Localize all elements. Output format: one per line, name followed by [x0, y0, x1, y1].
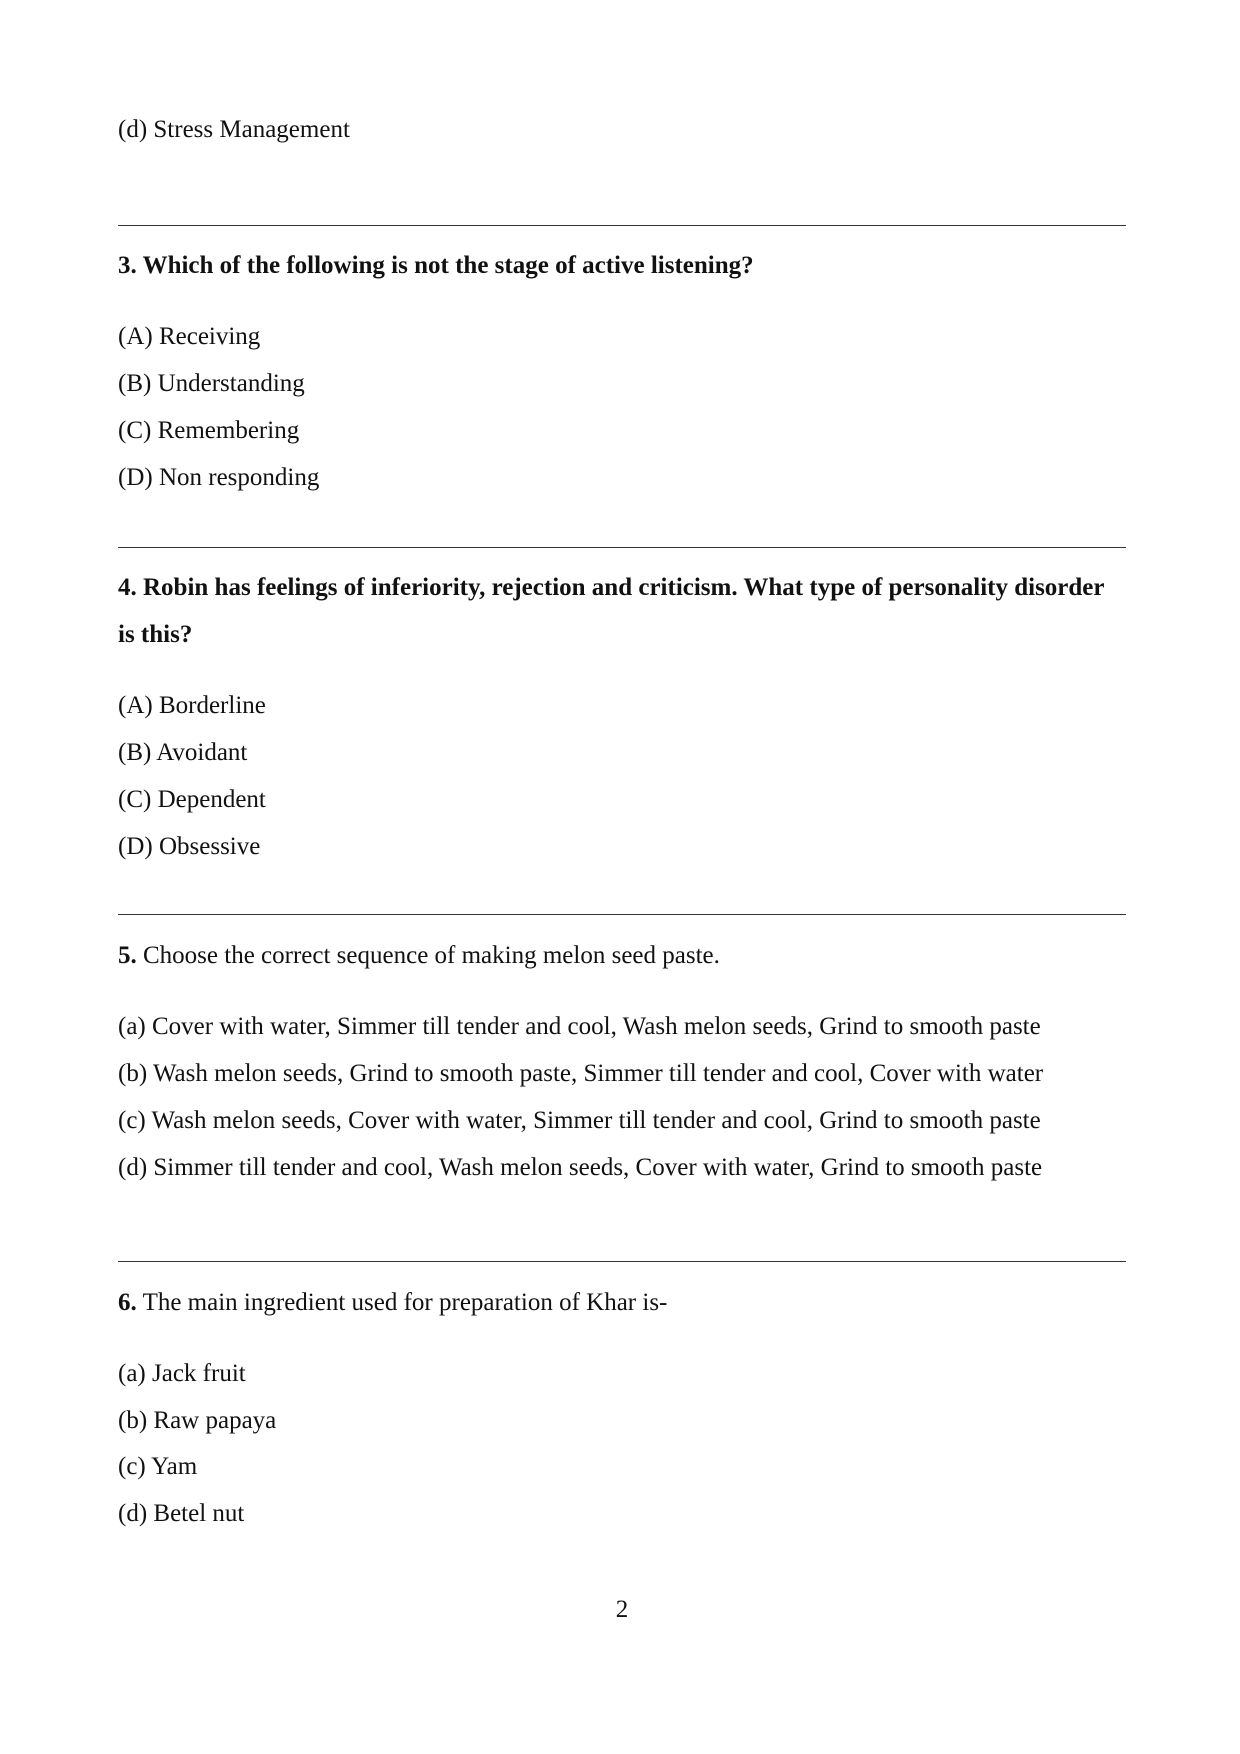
question-6-text: The main ingredient used for preparation of Khar is- — [142, 1289, 668, 1316]
question-3-option-b: (B) Understanding — [118, 370, 305, 397]
question-3 — [118, 250, 754, 282]
question-5-option-a: (a) Cover with water, Simmer till tender and cool, Wash melon seeds, Grind to smooth paste — [118, 1013, 1041, 1040]
prev-question-option-d: (d) Stress Management — [118, 116, 350, 143]
question-6-option-a: (a) Jack fruit — [118, 1360, 246, 1387]
question-5-text: Choose the correct sequence of making melon seed paste. — [143, 942, 720, 969]
separator-rule — [118, 914, 1126, 915]
question-6-option-c: (c) Yam — [118, 1453, 198, 1480]
question-4-option-b: (B) Avoidant — [118, 739, 248, 766]
question-4-option-d: (D) Obsessive — [118, 833, 261, 860]
question-4-option-a: (A) Borderline — [118, 692, 266, 719]
document-page — [118, 0, 1126, 1754]
question-3-option-c: (C) Remembering — [118, 417, 300, 444]
question-6-option-d: (d) Betel nut — [118, 1500, 245, 1527]
question-6 — [118, 1287, 667, 1319]
question-3-number: 3. — [118, 252, 137, 279]
separator-rule — [118, 1261, 1126, 1262]
separator-rule — [118, 225, 1126, 226]
separator-rule — [118, 547, 1126, 548]
question-5-option-d: (d) Simmer till tender and cool, Wash melon seeds, Cover with water, Grind to smooth paste — [118, 1154, 1043, 1181]
question-4-number: 4. — [118, 574, 137, 601]
question-5-number: 5. — [118, 942, 137, 969]
page-number: 2 — [615, 1596, 629, 1623]
question-6-option-b: (b) Raw papaya — [118, 1407, 277, 1434]
question-5-option-b: (b) Wash melon seeds, Grind to smooth paste, Simmer till tender and cool, Cover with water — [118, 1060, 1044, 1087]
question-3-option-d: (D) Non responding — [118, 464, 320, 491]
question-3-option-a: (A) Receiving — [118, 323, 261, 350]
question-6-number: 6. — [118, 1289, 137, 1316]
question-5-option-c: (c) Wash melon seeds, Cover with water, Simmer till tender and cool, Grind to smooth paste — [118, 1107, 1041, 1134]
question-5 — [118, 940, 720, 972]
question-4-option-c: (C) Dependent — [118, 786, 266, 813]
question-4 — [118, 564, 1126, 658]
question-4-text: Robin has feelings of inferiority, rejection and criticism. What type of personality disorder is this? — [118, 574, 1105, 648]
question-3-text: Which of the following is not the stage of active listening? — [142, 252, 754, 279]
